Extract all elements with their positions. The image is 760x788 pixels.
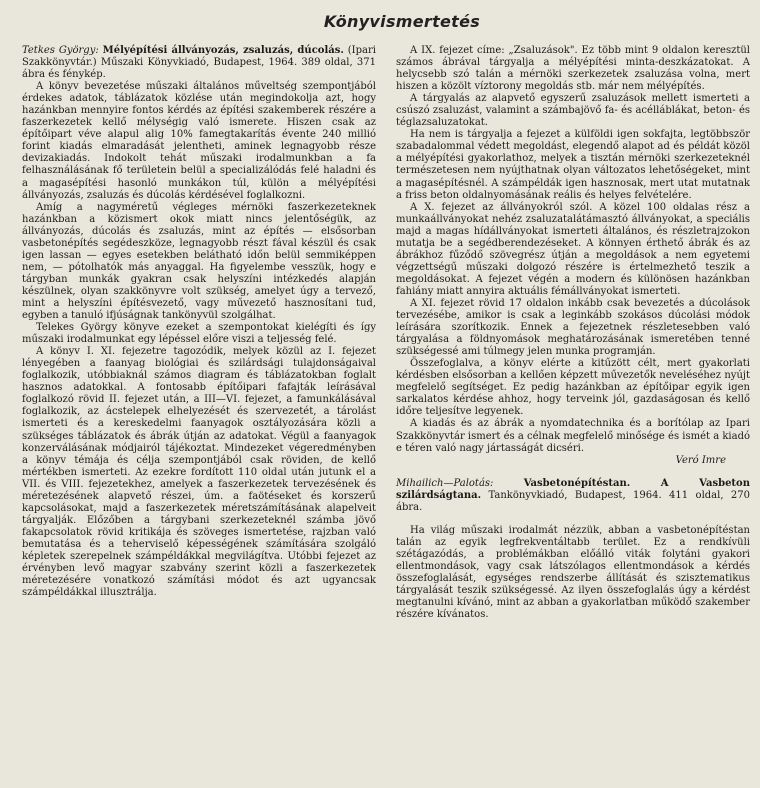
- paragraph: A X. fejezet az állványokról szól. A közel 100 oldalas rész a munkaállványokat nehéz zsaluzatalátámasztó állványokat, a speciális majd a magas hídállványokat ismerteti általános, és részletrajzokon mutatja be a segédberendezéseket. A könnyen érthető ábrák és az ábrákhoz fűződő szövegrész útján a megoldások a nem egyetemi végzettségű műszaki dolgozó részére is értelmezhető teszik a megoldásokat. A fejezet végén a modern és különösen hazánkban fahiány miatt annyira aktuális fémállványokat ismerteti.: [396, 201, 750, 297]
- review-signature: Veró Imre: [675, 454, 726, 466]
- section-title: Könyvismertetés: [323, 12, 481, 31]
- paragraph: A IX. fejezet címe: „Zsaluzások". Ez több mint 9 oldalon keresztül számos ábrával tárgyalja a mélyépítési minta-deszkázatokat. A helycsebb szó talán a mérnöki szerkezetek zsaluzása volna, mert hiszen a közölt víztorony megoldás stb. már nem mélyépítés.: [396, 45, 750, 93]
- review-author: Mihailich—Palotás:: [396, 477, 494, 489]
- paragraph: A könyv bevezetése műszaki általános műveltség szempontjából érdekes adatok, táblázatok közlése után megindokolja azt, hogy hazánkban mennyire fontos kérdés az építési szakemberek részére a faszerkezetek kellő mélységig való ismerete. Hiszen csak az építőipart véve alapul alig 10% famegtakarítás évente 240 millió forint kiadás elmaradását jelentheti, aminek legnagyobb része devizakiadás. Indokolt tehát műszaki irodalmunkban a fa felhasználásának fő területein belül a specializálódás felé haladni és a magasépítési hasonló munkákon túl, külön a mélyépítési állványozás, zsaluzás és dúcolás kérdésével foglalkozni.: [22, 81, 376, 201]
- review-publisher: Tankönyvkiadó, Budapest, 1964. 411 oldal, 270 ábra.: [396, 489, 750, 513]
- article-columns: [22, 45, 750, 621]
- paragraph: Összefoglalva, a könyv elérte a kitűzött célt, mert gyakorlati kérdésben elsősorban a kellően képzett művezetők neveléséhez nyújt megfelelő segítséget. Ez pedig hazánkban az építőipar egyik igen sarkalatos kérdése ahhoz, hogy terveink jól, gazdaságosan és kellő időre teljesítve legyenek.: [396, 358, 750, 418]
- review-heading: [396, 478, 750, 514]
- review-publisher: (Ipari Szakkönyvtár.) Műszaki Könyvkiadó, Budapest, 1964. 389 oldal, 371 ábra és fénykép.: [22, 45, 376, 81]
- spacer: [396, 467, 750, 478]
- paragraph: A XI. fejezet rövid 17 oldalon inkább csak bevezetés a dúcolások tervezésébe, amikor is csak a leginkább szokásos dúcolási módok leírására szorítkozik. Ennek a fejezetnek részletesebben való tárgyalása a földnyomások meghatározásának ismeretében tenné szükségessé ami túlmegy jelen munka programján.: [396, 297, 750, 358]
- review-book-title: Vasbetonépítéstan. A Vasbeton szilárdságtana.: [396, 477, 750, 501]
- left-column: [22, 45, 376, 621]
- paragraph: Telekes György könyve ezeket a szempontokat kielégíti és így műszaki irodalmunkat egy lépéssel előre viszi a teljesség felé.: [22, 322, 376, 346]
- paragraph: Ha világ műszaki irodalmát nézzük, abban a vasbetonépítéstan talán az egyik legfrekventáltabb terület. Ez a rendkívüli szétágazódás, a problémákban előálló viták folytáni gyakori ellentmondások, vagy csak látszólagos ellentmondások a kérdés összefoglalását, egységes rendszerbe állítását és szisztematikus tárgyalását teszik szükségessé. Az ilyen összefoglalás úgy a kérdést megtanulni kívánó, mint az abban a gyakorlatban működő szakember részére kívánatos.: [396, 524, 750, 621]
- paragraph: Amíg a nagyméretű végleges mérnöki faszerkezeteknek hazánkban a közismert okok miatt nincs jelentőségük, az állványozás, dúcolás és zsaluzás, mint az építés — elsősorban vasbetonépítés segédeszköze, legnagyobb részt fával készül és csak igen lassan — egyes esetekben belátható időn belül semmiképpen nem, — pótolhatók más anyaggal. Ha figyelembe vesszük, hogy e tárgyban munkák gyakran csak helyszíni intézkedés alapján készülnek, olyan szakkönyvre volt szükség, amelyet úgy a tervező, mint a helyszíni építésvezető, vagy művezető hasznosítani tud, egyben a tanuló ifjúságnak tankönyvül szolgálhat.: [22, 201, 376, 322]
- paragraph: A kiadás és az ábrák a nyomdatechnika és a borítólap az Ipari Szakkönyvtár ismert és a célnak megfelelő minősége és ismét a kiadó e téren való nagy jártasságát dicséri.: [396, 418, 750, 454]
- paragraph: Ha nem is tárgyalja a fejezet a külföldi igen sokfajta, legtöbbször szabadalommal védett megoldást, elegendő alapot ad és példát közöl a mélyépítési gyakorlathoz, melyek a tisztán mérnöki szerkezeteknél természetesen nem nyújthatnak olyan változatos lehetőségeket, mint a magasépítésnél. A számpéldák igen hasznosak, mert utat mutatnak a friss beton oldalnyomásának reális és helyes felvételére.: [396, 129, 750, 201]
- review-heading: [22, 45, 376, 81]
- spacer: [396, 514, 750, 525]
- review-book-title: Mélyépítési állványozás, zsaluzás, dúcolás.: [102, 45, 344, 56]
- review-author: Tetkes György:: [22, 45, 99, 56]
- paragraph: A tárgyalás az alapvető egyszerű zsaluzások mellett ismerteti a csúszó zsaluzást, valamint a számbajövő fa- és acélláblákat, beton- és téglazsaluzatokat.: [396, 93, 750, 129]
- right-column: [396, 45, 750, 621]
- paragraph: A könyv I. XI. fejezetre tagozódik, melyek közül az I. fejezet lényegében a faanyag biológiai és szilárdsági tulajdonságaival foglalkozik, utóbbiaknál számos diagram és táblázatokban foglalt hasznos adatokkal. A fontosabb építőipari fafajták leírásával foglalkozó rövid II. fejezet után, a III—VI. fejezet, a famunkálásával foglalkozik, az ácstelepek elhelyezését és szervezetét, a tárolást ismerteti és a kereskedelmi faanyagok osztályozására közli a szükséges táblázatok és ábrák útján az adatokat. Végül a faanyagok konzerválásának módjairól tájékoztat. Mindezeket végeredményben a könyv témája és célja szempontjából csak röviden, de kellő mértékben ismerteti. Az ezekre fordított 110 oldal után jutunk el a VII. és VIII. fejezetekhez, amelyek a faszerkezetek tervezésének és méretezésének alapvető részei, úm. a faötéseket és korszerű kapcsolásokat, majd a faszerkezetek méretszámításának alapelveit tárgyalják. Előzőben a tárgybani szerkezeteknél számba jövő fakapcsolatok rövid kritikája és szöveges ismertetése, rajzban való bemutatása és a teherviselő képességének számítására szolgáló képletek szerepelnek számpéldákkal megvilágítva. Utóbbi fejezet az érvényben levő magyar szabvány szerint közli a faszerkezetek méretezésére vonatkozó számítási módot és azt ugyancsak számpéldákkal illusztrálja.: [22, 346, 376, 599]
